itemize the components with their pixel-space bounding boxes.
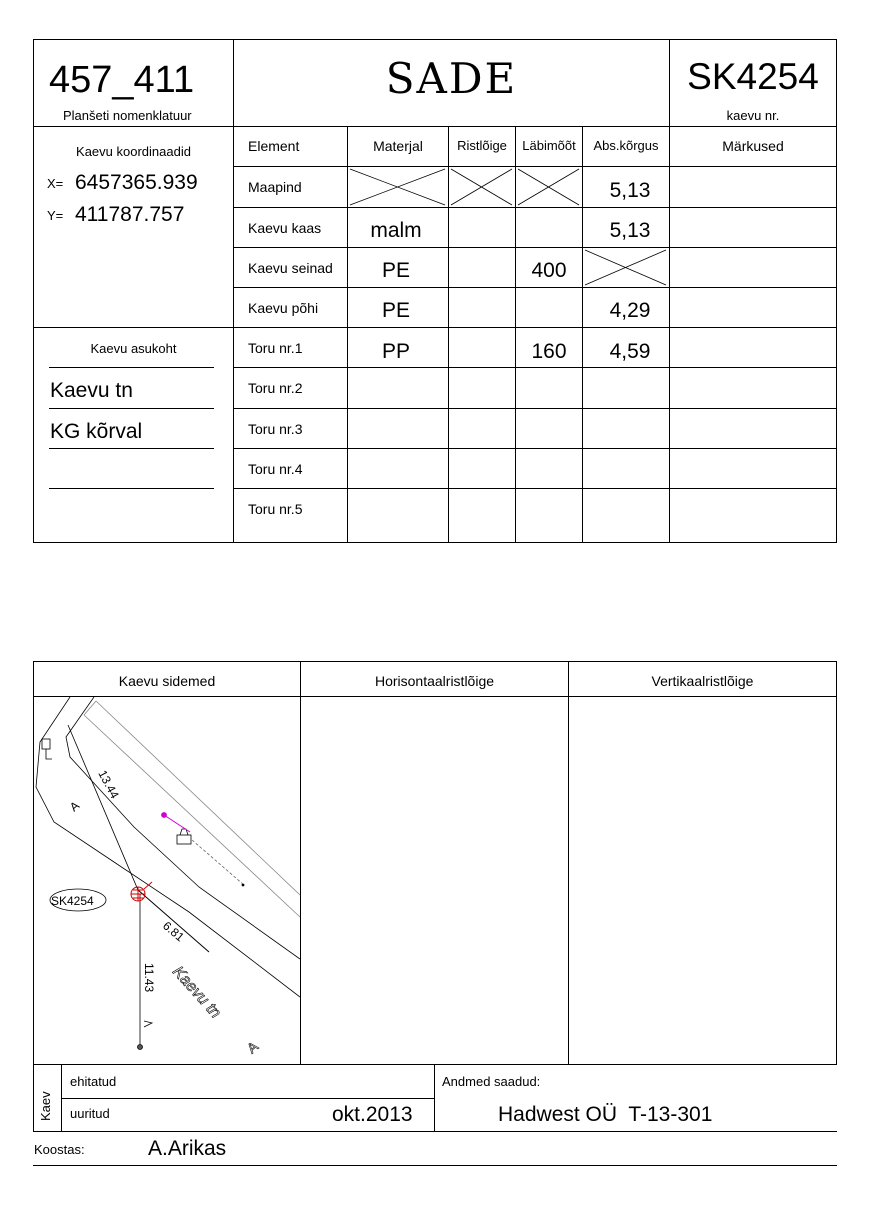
- row-element: Toru nr.3: [248, 421, 303, 437]
- location-line-2: KG kõrval: [50, 420, 143, 443]
- y-label: Y=: [47, 208, 64, 223]
- col-header-ristloige: Ristlõige: [457, 138, 507, 153]
- row-element: Kaevu kaas: [248, 220, 322, 236]
- x-label: X=: [47, 176, 64, 191]
- data-source: Hadwest OÜ T-13-301: [498, 1103, 713, 1126]
- section-horizontal: Horisontaalristlõige: [374, 673, 495, 689]
- compiled-label: Koostas:: [34, 1142, 85, 1157]
- row-element: Toru nr.4: [248, 461, 303, 477]
- row-element: Kaevu põhi: [248, 300, 319, 316]
- cell-materjal: malm: [370, 219, 422, 242]
- coordinates-title: Kaevu koordinaadid: [76, 144, 191, 159]
- cell-abs: 4,29: [609, 299, 651, 322]
- compiled-by: A.Arikas: [148, 1137, 227, 1160]
- cell-labimoot: 400: [531, 259, 567, 282]
- cell-abs: 5,13: [609, 219, 651, 242]
- well-connections-sketch: [34, 697, 300, 1064]
- sketch-dim-1: 13.44: [95, 767, 122, 801]
- sketch-letter-a: A: [243, 1038, 262, 1057]
- sketch-street: Kaevu tn: [169, 963, 224, 1022]
- y-value: 411787.757: [75, 203, 185, 226]
- sketch-well-id: SK4254: [51, 894, 94, 908]
- type-title: SADE: [385, 54, 518, 103]
- cell-abs: 5,13: [609, 179, 651, 202]
- col-header-labimoot: Läbimõõt: [522, 138, 576, 153]
- x-value: 6457365.939: [75, 171, 198, 194]
- row-element: Kaevu seinad: [248, 260, 333, 276]
- footer-side-label: Kaev: [38, 1091, 53, 1121]
- cell-materjal: PP: [381, 340, 410, 363]
- section-connections: Kaevu sidemed: [118, 673, 216, 689]
- row-element: Toru nr.5: [248, 501, 303, 517]
- col-header-markused: Märkused: [722, 138, 784, 154]
- data-received-label: Andmed saadud:: [442, 1074, 541, 1089]
- row-element: Maapind: [248, 179, 302, 195]
- cell-materjal: PE: [381, 259, 410, 282]
- location-line-1: Kaevu tn: [50, 379, 133, 402]
- sketch-dim-3: 11.43: [142, 963, 156, 993]
- survey-date: okt.2013: [332, 1103, 413, 1126]
- sketch-dim-2: 6.81: [160, 918, 187, 945]
- row-element: Toru nr.1: [248, 340, 303, 356]
- col-header-element: Element: [248, 138, 300, 154]
- location-title: Kaevu asukoht: [90, 341, 177, 356]
- cell-materjal: PE: [381, 299, 410, 322]
- sketch-letter-a: A: [66, 798, 83, 815]
- built-label: ehitatud: [70, 1074, 117, 1089]
- row-element: Toru nr.2: [248, 380, 303, 396]
- nomenclature-value: 457_411: [49, 59, 195, 101]
- well-no-label: kaevu nr.: [726, 108, 780, 123]
- cell-labimoot: 160: [531, 340, 567, 363]
- cell-abs: 4,59: [609, 340, 651, 363]
- col-header-abs: Abs.kõrgus: [593, 138, 659, 153]
- col-header-materjal: Materjal: [373, 138, 423, 154]
- section-vertical: Vertikaalristlõige: [651, 673, 754, 689]
- nomenclature-label: Planšeti nomenklatuur: [63, 108, 192, 123]
- well-no-value: SK4254: [687, 56, 819, 97]
- surveyed-label: uuritud: [70, 1106, 110, 1121]
